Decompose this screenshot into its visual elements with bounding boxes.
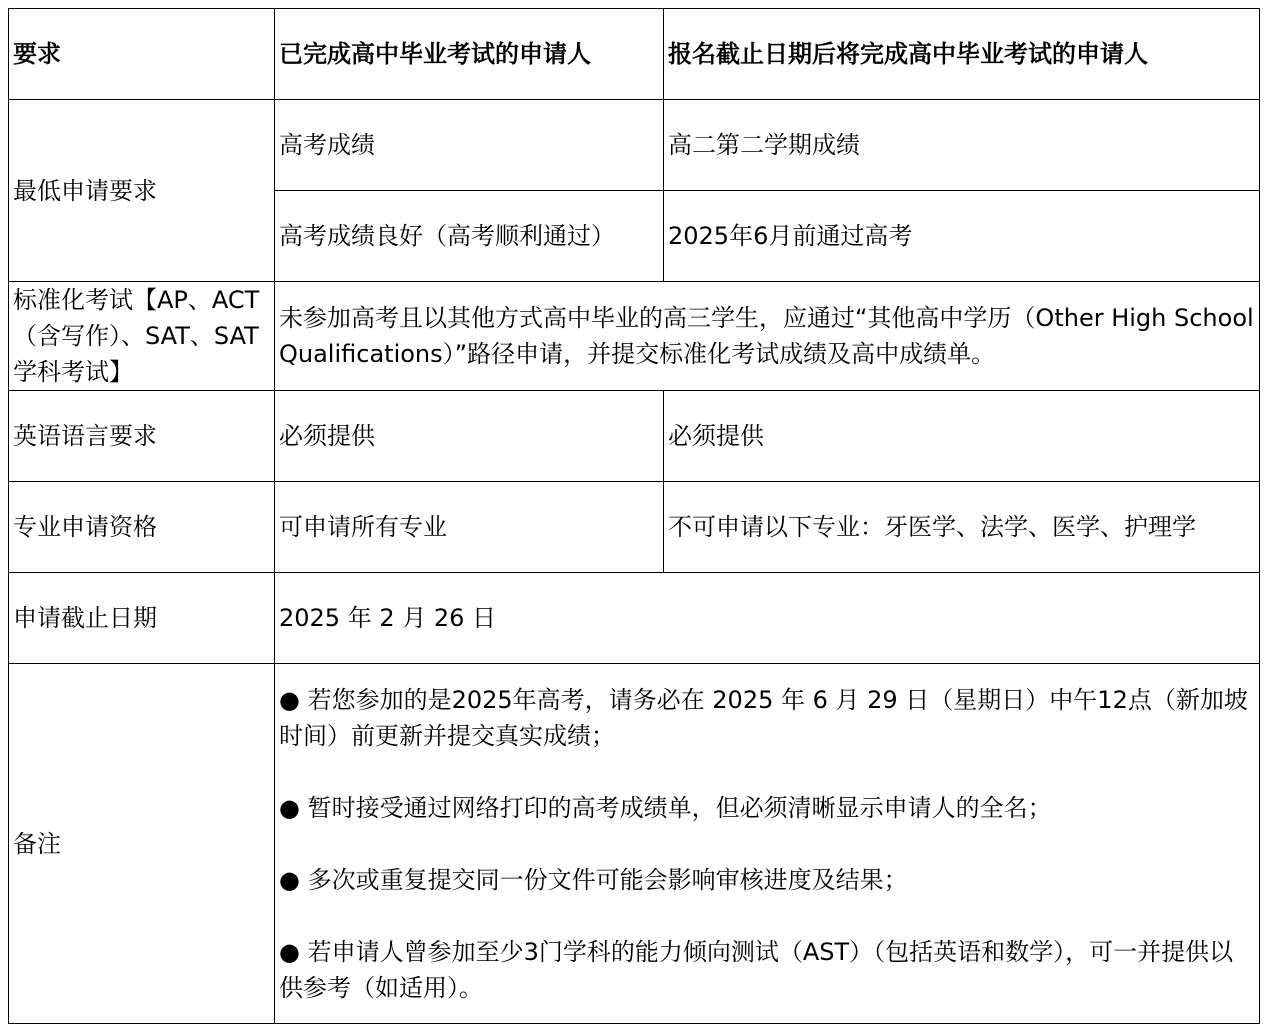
- table-row: [9, 100, 1260, 191]
- note-spacer: [279, 754, 1255, 790]
- note-spacer: [279, 826, 1255, 862]
- row-label-min-requirement: 最低申请要求: [9, 100, 275, 282]
- note-item: ● 若您参加的是2025年高考，请务必在 2025 年 6 月 29 日（星期日）中午12点（新加坡时间）前更新并提交真实成绩；: [279, 685, 1248, 750]
- cell-grade11-score: 高二第二学期成绩: [664, 100, 1260, 191]
- cell-major-pending: 不可申请以下专业：牙医学、法学、医学、护理学: [664, 482, 1260, 573]
- cell-major-completed: 可申请所有专业: [275, 482, 664, 573]
- cell-deadline: 2025 年 2 月 26 日: [275, 573, 1260, 664]
- cell-english-completed: 必须提供: [275, 391, 664, 482]
- cell-standardized-tests: 未参加高考且以其他方式高中毕业的高三学生，应通过“其他高中学历（Other High School Qualifications）”路径申请，并提交标准化考试成绩及高中成绩单。: [275, 282, 1260, 391]
- table-row: [9, 573, 1260, 664]
- requirements-table: [8, 8, 1260, 1024]
- header-requirement: 要求: [9, 9, 275, 100]
- note-item: ● 暂时接受通过网络打印的高考成绩单，但必须清晰显示申请人的全名；: [279, 793, 1052, 822]
- cell-gaokao-pass-june: 2025年6月前通过高考: [664, 191, 1260, 282]
- cell-gaokao-good: 高考成绩良好（高考顺利通过）: [275, 191, 664, 282]
- table-row: [9, 482, 1260, 573]
- header-pending-applicants: 报名截止日期后将完成高中毕业考试的申请人: [664, 9, 1260, 100]
- header-completed-applicants: 已完成高中毕业考试的申请人: [275, 9, 664, 100]
- table-row: [9, 391, 1260, 482]
- row-label-notes: 备注: [9, 664, 275, 1024]
- row-label-standardized-tests: 标准化考试【AP、ACT（含写作）、SAT、SAT 学科考试】: [9, 282, 275, 391]
- cell-gaokao-score: 高考成绩: [275, 100, 664, 191]
- table-row: [9, 664, 1260, 1024]
- note-item: ● 多次或重复提交同一份文件可能会影响审核进度及结果；: [279, 865, 908, 894]
- table-row: [9, 282, 1260, 391]
- row-label-major-eligibility: 专业申请资格: [9, 482, 275, 573]
- note-spacer: [279, 898, 1255, 934]
- row-label-english: 英语语言要求: [9, 391, 275, 482]
- table-header-row: [9, 9, 1260, 100]
- note-item: ● 若申请人曾参加至少3门学科的能力倾向测试（AST）（包括英语和数学），可一并提供以供参考（如适用）。: [279, 937, 1234, 1002]
- cell-english-pending: 必须提供: [664, 391, 1260, 482]
- row-label-deadline: 申请截止日期: [9, 573, 275, 664]
- cell-notes: [275, 664, 1260, 1024]
